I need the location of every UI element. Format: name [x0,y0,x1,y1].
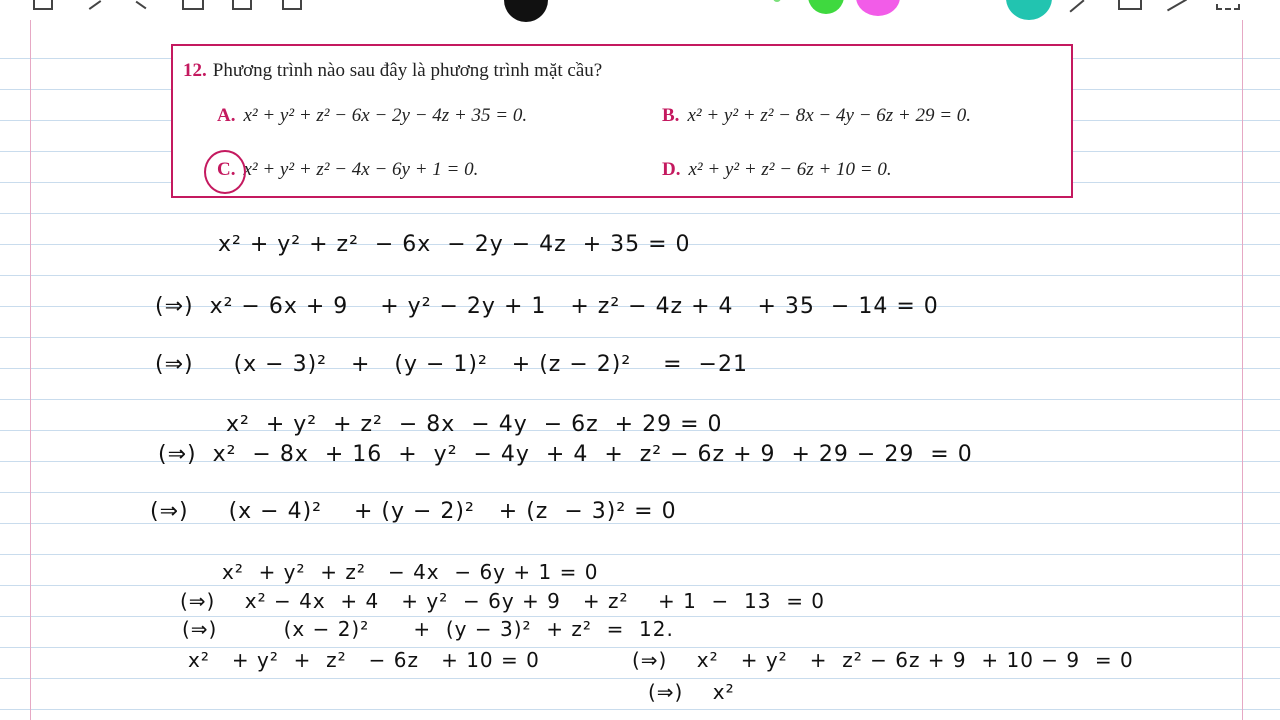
left-margin-line [30,20,31,720]
top-toolbar [0,0,1280,20]
hw-line-3: (⇒) (x − 3)² + (y − 1)² + (z − 2)² = −21 [155,352,748,377]
hw-line-10: x² + y² + z² − 6z + 10 = 0 [188,648,540,672]
fullscreen-icon[interactable] [1216,0,1240,10]
window-icon[interactable] [232,0,252,10]
hw-line-7: x² + y² + z² − 4x − 6y + 1 = 0 [222,560,599,584]
option-a-letter: A. [217,105,236,126]
question-number: 12. [183,60,207,81]
hw-line-11: (⇒) x² + y² + z² − 6z + 9 + 10 − 9 = 0 [632,648,1134,672]
option-d[interactable] [662,159,892,181]
option-c[interactable] [217,159,478,181]
right-margin-line [1242,20,1243,720]
option-b-equation: x² + y² + z² − 8x − 4y − 6z + 29 = 0. [687,105,972,126]
grid-icon[interactable] [282,0,302,10]
question-text [183,60,602,82]
color-green-large[interactable] [808,0,844,14]
pin-icon[interactable] [504,0,548,22]
option-d-equation: x² + y² + z² − 6z + 10 = 0. [688,159,892,180]
clear-icon[interactable] [1167,0,1187,11]
hw-line-6: (⇒) (x − 4)² + (y − 2)² + (z − 3)² = 0 [150,499,677,524]
selected-answer-circle [204,150,246,194]
option-a-equation: x² + y² + z² − 6x − 2y − 4z + 35 = 0. [243,105,528,126]
hw-line-4: x² + y² + z² − 8x − 4y − 6z + 29 = 0 [226,412,723,437]
hw-line-1: x² + y² + z² − 6x − 2y − 4z + 35 = 0 [218,232,691,257]
option-d-letter: D. [662,159,681,180]
color-pink[interactable] [856,0,900,16]
option-b[interactable] [662,105,971,127]
eraser-icon[interactable] [1069,0,1084,13]
hw-line-9: (⇒) (x − 2)² + (y − 3)² + z² = 12. [182,617,674,641]
home-icon[interactable] [33,0,53,10]
hw-line-8: (⇒) x² − 4x + 4 + y² − 6y + 9 + z² + 1 − 13 = 0 [180,589,826,613]
square-icon[interactable] [1118,0,1142,10]
option-a[interactable] [217,105,527,127]
option-b-letter: B. [662,105,680,126]
hw-line-12: (⇒) x² [648,680,735,704]
back-icon[interactable] [136,1,147,10]
hw-line-5: (⇒) x² − 8x + 16 + y² − 4y + 4 + z² − 6z + 9 + 29 − 29 = 0 [158,442,973,467]
user-avatar[interactable] [1006,0,1052,20]
option-c-letter: C. [217,159,236,180]
copy-icon[interactable] [182,0,204,10]
option-c-equation: x² + y² + z² − 4x − 6y + 1 = 0. [243,159,479,180]
hw-line-2: (⇒) x² − 6x + 9 + y² − 2y + 1 + z² − 4z + 4 + 35 − 14 = 0 [155,294,939,319]
question-prompt: Phương trình nào sau đây là phương trình mặt cầu? [212,60,603,81]
pen-icon[interactable] [89,0,102,10]
color-green[interactable] [773,0,781,2]
